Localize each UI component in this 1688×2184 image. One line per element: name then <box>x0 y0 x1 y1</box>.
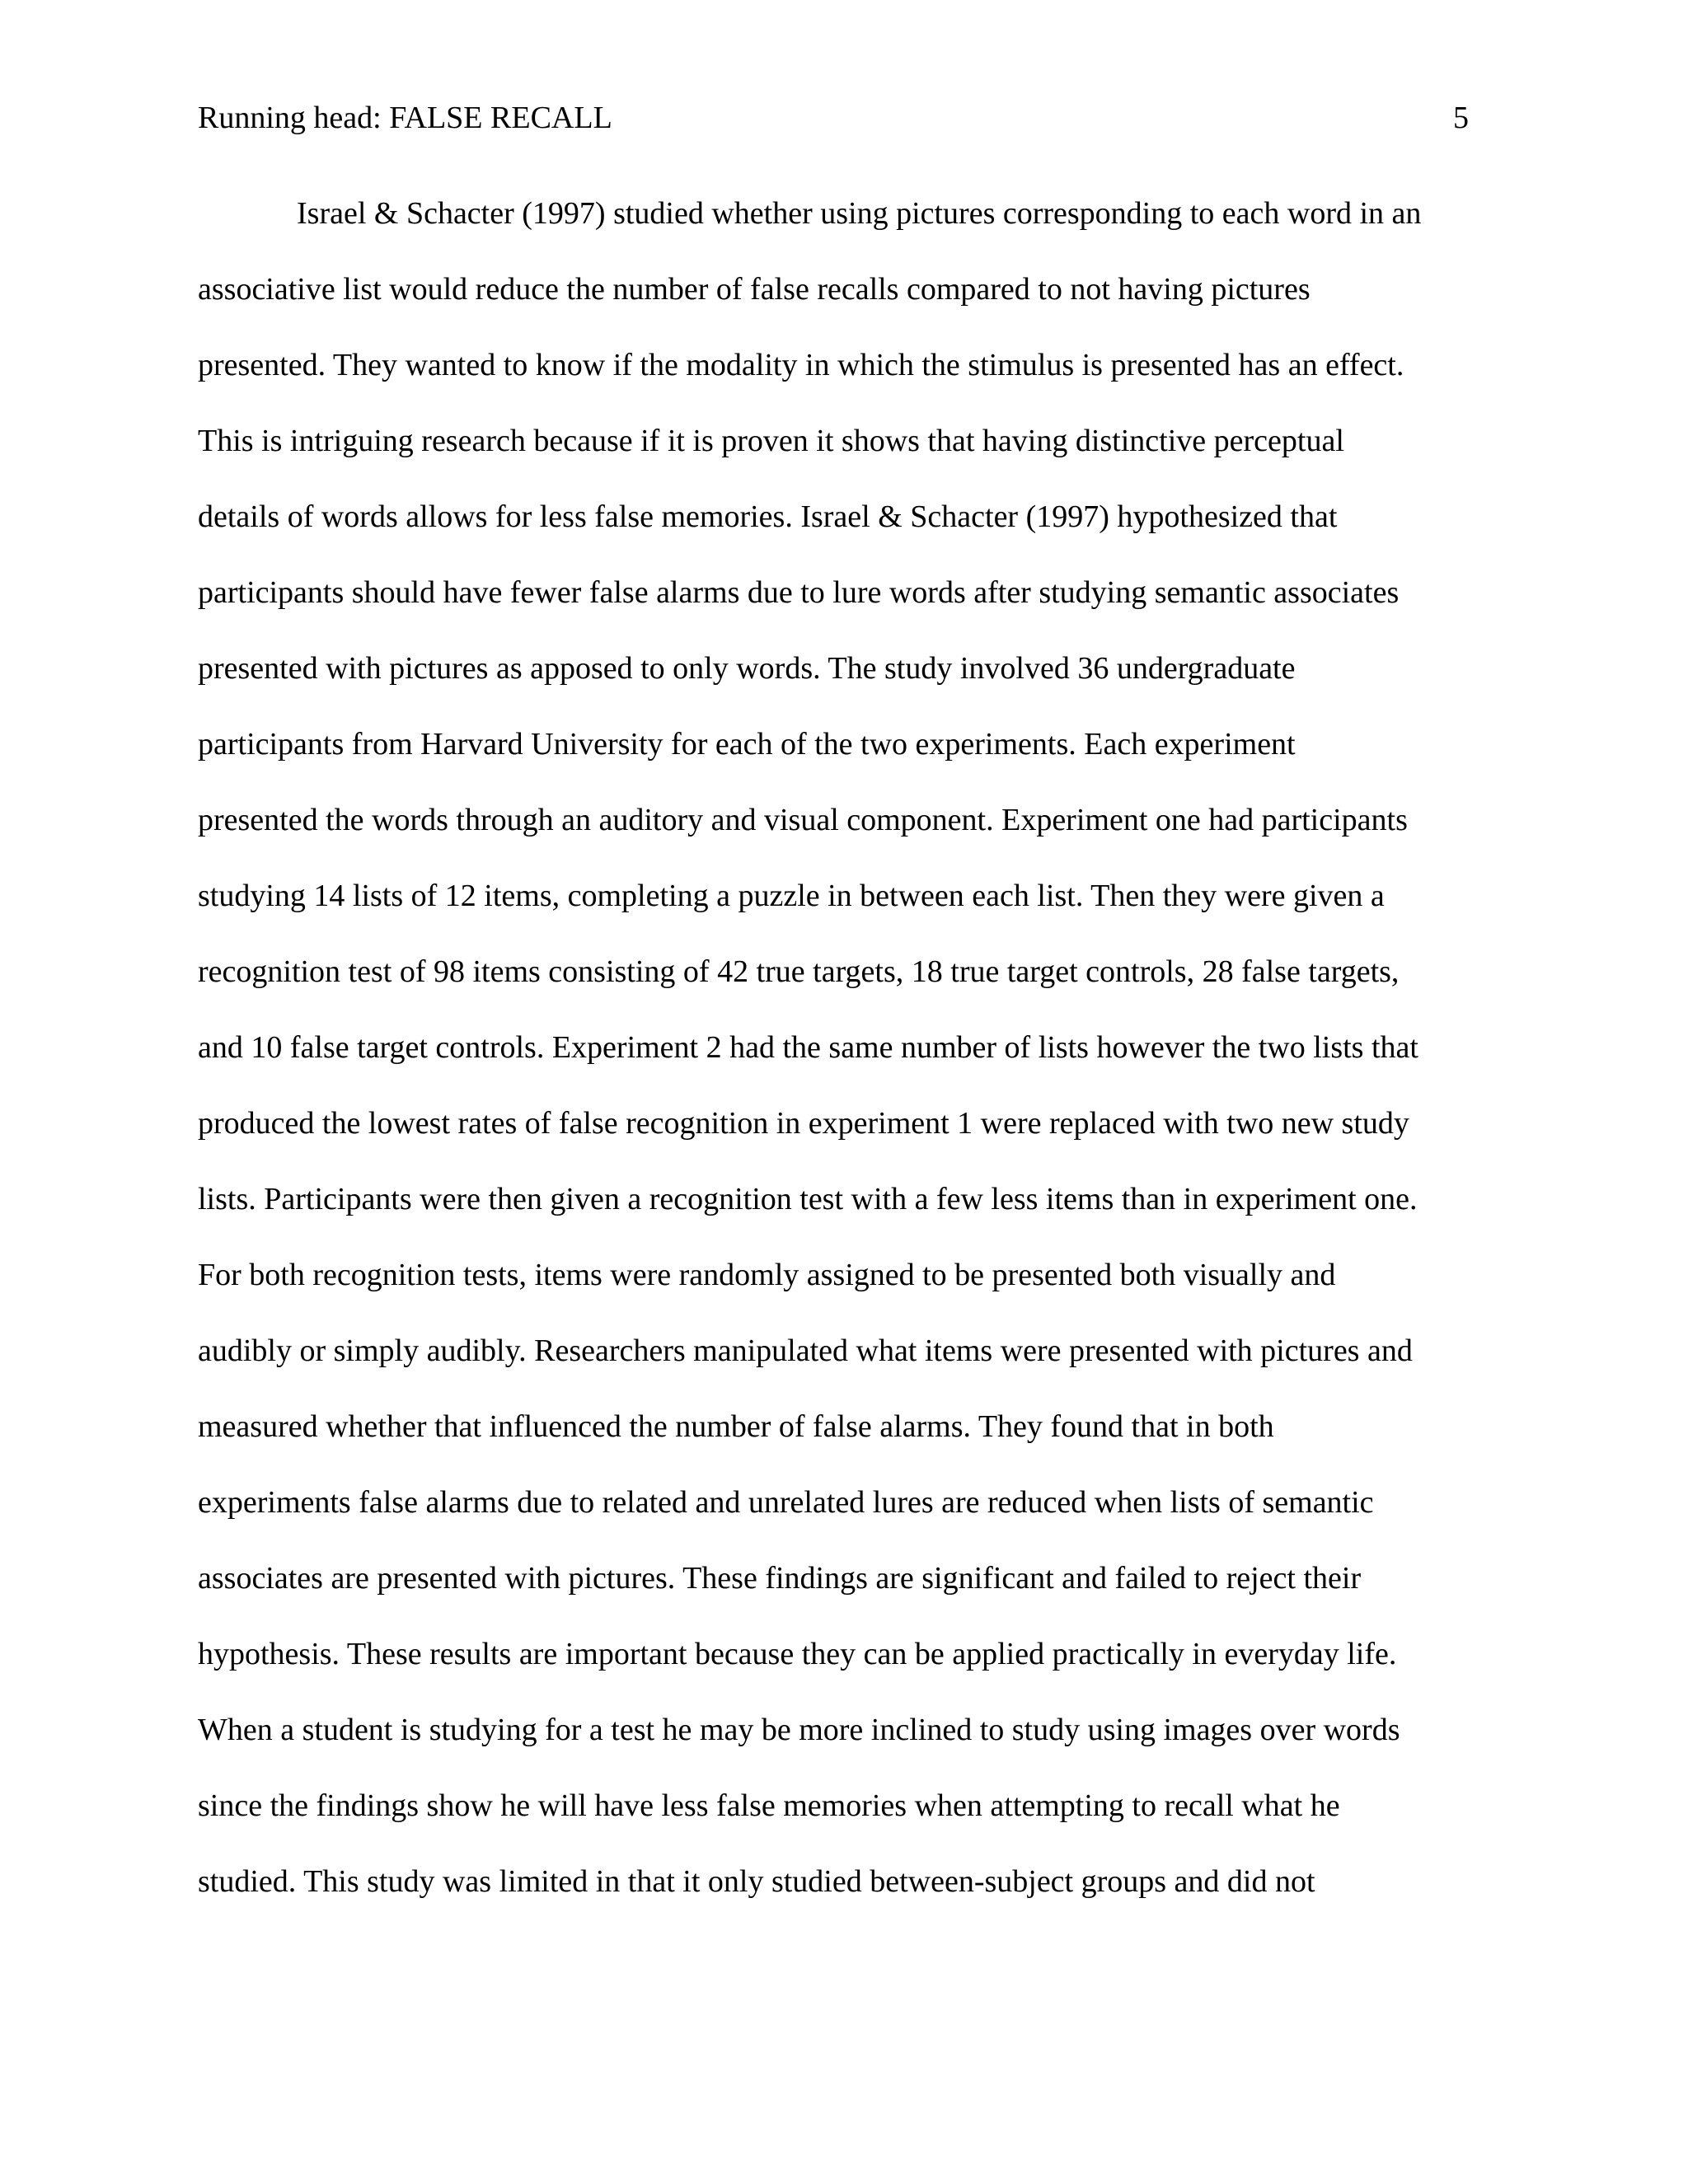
text-line: details of words allows for less false memories. Israel & Schacter (1997) hypothesized that <box>198 499 1338 534</box>
body-paragraph <box>198 193 1484 1937</box>
text-line: studying 14 lists of 12 items, completing a puzzle in between each list. Then they were given a <box>198 879 1385 913</box>
text-line: produced the lowest rates of false recognition in experiment 1 were replaced with two new study <box>198 1106 1409 1141</box>
text-line: presented with pictures as apposed to only words. The study involved 36 undergraduate <box>198 651 1296 686</box>
text-line: When a student is studying for a test he may be more inclined to study using images over words <box>198 1713 1400 1747</box>
running-head: Running head: FALSE RECALL <box>198 101 612 135</box>
text-line: lists. Participants were then given a recognition test with a few less items than in experiment one. <box>198 1182 1418 1216</box>
text-line: measured whether that influenced the number of false alarms. They found that in both <box>198 1409 1274 1444</box>
text-line: participants should have fewer false alarms due to lure words after studying semantic associates <box>198 575 1400 610</box>
text-line: This is intriguing research because if it is proven it shows that having distinctive perceptual <box>198 424 1344 458</box>
text-line: presented the words through an auditory and visual component. Experiment one had participants <box>198 803 1408 837</box>
text-line: experiments false alarms due to related and unrelated lures are reduced when lists of semantic <box>198 1485 1374 1520</box>
text-line: recognition test of 98 items consisting of 42 true targets, 18 true target controls, 28 false targets, <box>198 954 1400 989</box>
text-line: associates are presented with pictures. These findings are significant and failed to reject their <box>198 1561 1362 1596</box>
text-line: presented. They wanted to know if the modality in which the stimulus is presented has an effect. <box>198 348 1404 382</box>
text-line: since the findings show he will have less false memories when attempting to recall what he <box>198 1788 1340 1823</box>
text-line: participants from Harvard University for each of the two experiments. Each experiment <box>198 727 1296 762</box>
text-line: For both recognition tests, items were randomly assigned to be presented both visually and <box>198 1258 1336 1292</box>
page-number: 5 <box>1453 101 1469 135</box>
text-line: audibly or simply audibly. Researchers manipulated what items were presented with pictures and <box>198 1333 1413 1368</box>
text-line: studied. This study was limited in that it only studied between-subject groups and did not <box>198 1864 1315 1899</box>
text-line: associative list would reduce the number of false recalls compared to not having pictures <box>198 272 1311 307</box>
text-line: Israel & Schacter (1997) studied whether using pictures corresponding to each word in an <box>297 196 1422 231</box>
text-line: hypothesis. These results are important because they can be applied practically in everyday life. <box>198 1637 1397 1671</box>
text-line: and 10 false target controls. Experiment 2 had the same number of lists however the two lists that <box>198 1030 1418 1065</box>
